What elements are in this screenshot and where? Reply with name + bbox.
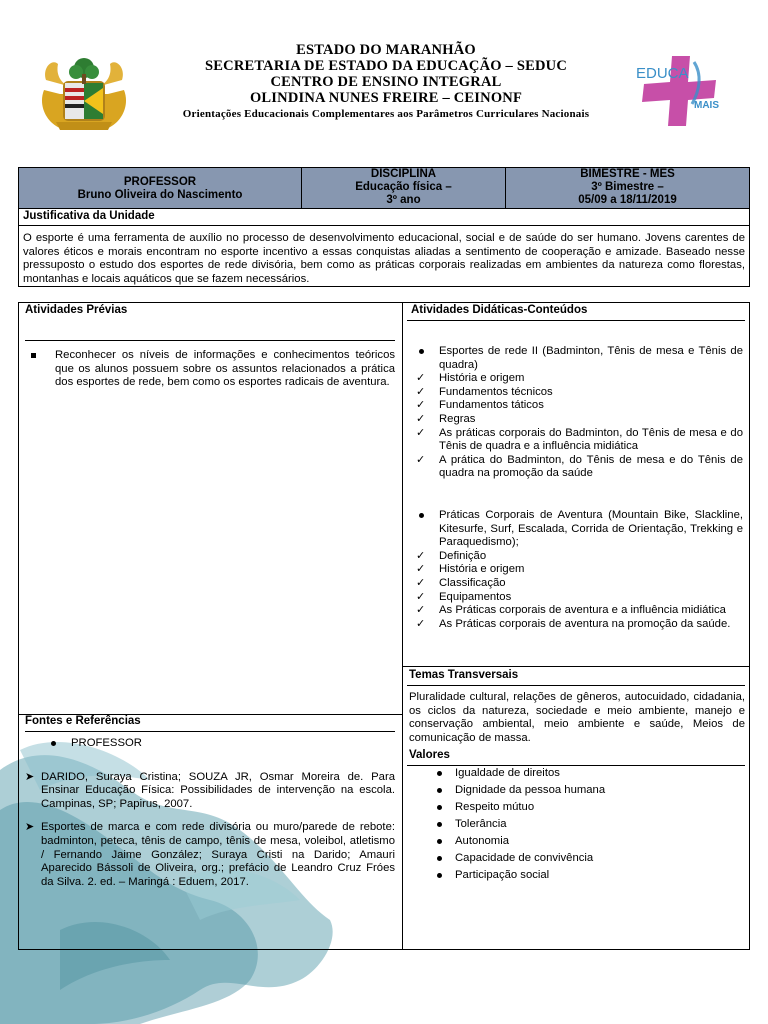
check-icon: ✓ bbox=[416, 590, 426, 603]
header-text-block bbox=[140, 42, 632, 121]
list-item bbox=[411, 618, 743, 632]
list-item-text: As Práticas corporais de aventura na promoção da saúde. bbox=[439, 617, 731, 630]
list-item bbox=[411, 604, 743, 618]
list-item-text: Regras bbox=[439, 412, 476, 425]
list-item-text: Fundamentos táticos bbox=[439, 399, 544, 412]
reference-text: Esportes de marca e com rede divisória ou muro/parede de rebote: badminton, peteca, tênis de campo, tênis de mesa, voleibol, atletismo / Fernando Jaime González; Suraya Cristi na Darido; Amauri Aparecido Bássoli de Oliveira, org.; prefácio de Leandro Cruz Fróes da Silva. 2. ed. – Maringá : Eduem, 2017. bbox=[41, 821, 395, 888]
check-icon: ✓ bbox=[416, 576, 426, 589]
disciplina-value: Educação física – bbox=[355, 181, 452, 193]
list-item bbox=[411, 427, 743, 454]
temas-top-rule bbox=[402, 666, 749, 667]
list-item bbox=[411, 372, 743, 386]
disciplina-cell bbox=[302, 168, 506, 209]
list-item bbox=[411, 577, 743, 591]
fontes-list bbox=[25, 737, 395, 889]
valores-list bbox=[411, 765, 745, 884]
list-item bbox=[411, 591, 743, 605]
check-icon: ✓ bbox=[416, 604, 426, 617]
list-item-text: Classificação bbox=[439, 576, 506, 589]
list-item-text: Equipamentos bbox=[439, 590, 512, 603]
header-line-state: ESTADO DO MARANHÃO bbox=[296, 42, 476, 58]
arrow-bullet-icon: ➤ bbox=[25, 770, 35, 783]
reference-item bbox=[25, 771, 395, 812]
list-item-text: A prática do Badminton, do Tênis de mesa e do Tênis de quadra na promoção da saúde bbox=[439, 453, 743, 480]
list-item bbox=[411, 454, 743, 481]
logo-text-educa: EDUCA bbox=[636, 65, 689, 82]
professor-name: Bruno Oliveira do Nascimento bbox=[77, 189, 243, 201]
check-icon: ✓ bbox=[416, 617, 426, 630]
disciplina-label: DISCIPLINA bbox=[370, 168, 437, 180]
header-line-centro: CENTRO DE ENSINO INTEGRAL bbox=[270, 74, 502, 90]
info-header-band bbox=[19, 168, 749, 209]
list-item: Respeito mútuo bbox=[411, 799, 745, 816]
conteudos-title: Atividades Didáticas-Conteúdos bbox=[411, 304, 588, 316]
state-coat-of-arms-icon bbox=[38, 50, 130, 132]
valores-title: Valores bbox=[409, 749, 450, 761]
check-icon: ✓ bbox=[416, 453, 426, 466]
justificativa-title: Justificativa da Unidade bbox=[19, 209, 749, 226]
list-item-text: Definição bbox=[439, 549, 487, 562]
list-item-text: História e origem bbox=[439, 372, 525, 385]
list-item-text: As práticas corporais do Badminton, do Tênis de mesa e do Tênis de quadra e a influência midiática bbox=[439, 426, 743, 453]
educa-mais-logo bbox=[632, 54, 742, 128]
disciplina-ano: 3º ano bbox=[386, 194, 421, 206]
list-item: Reconhecer os níveis de informações e conhecimentos teóricos que os alunos possuem sobre os assuntos relacionados a prática dos esportes de rede, bem como os esportes radicais de aventura. bbox=[25, 349, 395, 390]
course-info-table bbox=[18, 167, 750, 287]
reference-item bbox=[25, 821, 395, 889]
bimestre-label: BIMESTRE - MES bbox=[580, 168, 675, 180]
header-subtitle: Orientações Educacionais Complementares aos Parâmetros Curriculares Nacionais bbox=[182, 108, 590, 120]
list-item bbox=[411, 563, 743, 577]
check-icon: ✓ bbox=[416, 399, 426, 412]
column-divider bbox=[402, 303, 403, 949]
list-item-text: As Práticas corporais de aventura e a influência midiática bbox=[439, 604, 726, 617]
list-item-text: História e origem bbox=[439, 563, 525, 576]
list-item bbox=[411, 399, 743, 413]
list-item: PROFESSOR bbox=[25, 737, 395, 751]
bimestre-cell bbox=[506, 168, 749, 209]
check-icon: ✓ bbox=[416, 426, 426, 439]
justificativa-text: O esporte é uma ferramenta de auxílio no processo de desenvolvimento educacional, social e de saúde do ser humano. Jovens carentes de valores éticos e morais encontram no esporte incentivo a essas conquistas aliadas a sentimento de cooperação e amizade. Baseado nesse pressuposto o estudo dos esportes de rede divisória, bem como as práticas corporais realizadas em ambientes da natureza como florestas, montanhas e locais aquáticos que se fazem necessários. bbox=[23, 232, 745, 285]
list-item: Práticas Corporais de Aventura (Mountain Bike, Slackline, Kitesurfe, Surf, Escalada, Corrida de Orientação, Trekking e Paraquedismo); bbox=[411, 509, 743, 550]
check-icon: ✓ bbox=[416, 563, 426, 576]
list-item bbox=[411, 550, 743, 564]
check-icon: ✓ bbox=[416, 549, 426, 562]
professor-cell bbox=[19, 168, 302, 209]
professor-label: PROFESSOR bbox=[123, 176, 197, 188]
list-item: Participação social bbox=[411, 867, 745, 884]
bimestre-dates: 05/09 a 18/11/2019 bbox=[578, 194, 677, 206]
list-item-text: Fundamentos técnicos bbox=[439, 385, 553, 398]
fontes-rule bbox=[25, 731, 395, 732]
list-item: Esportes de rede II (Badminton, Tênis de mesa e Tênis de quadra) bbox=[411, 345, 743, 372]
list-item: Tolerância bbox=[411, 816, 745, 833]
check-icon: ✓ bbox=[416, 385, 426, 398]
atividades-previas-rule bbox=[25, 340, 395, 341]
fontes-title: Fontes e Referências bbox=[25, 715, 141, 727]
check-icon: ✓ bbox=[416, 372, 426, 385]
list-item: Dignidade da pessoa humana bbox=[411, 782, 745, 799]
planning-table bbox=[18, 302, 750, 950]
conteudos-rule bbox=[407, 320, 745, 321]
temas-text: Pluralidade cultural, relações de gêneros, autocuidado, cidadania, os ciclos da natureza, sociedade e meio ambiente, manejo e conservação ambiental, meio ambiente e saúde, Meios de comunicação de massa. bbox=[409, 691, 745, 744]
list-item bbox=[411, 386, 743, 400]
list-item: Capacidade de convivência bbox=[411, 850, 745, 867]
check-icon: ✓ bbox=[416, 412, 426, 425]
temas-rule bbox=[407, 685, 745, 686]
logo-text-mais: MAIS bbox=[694, 100, 719, 111]
list-item: Igualdade de direitos bbox=[411, 765, 745, 782]
list-item: Autonomia bbox=[411, 833, 745, 850]
atividades-previas-list bbox=[25, 349, 395, 390]
bimestre-value: 3º Bimestre – bbox=[591, 181, 664, 193]
conteudos-list bbox=[411, 345, 743, 631]
temas-title: Temas Transversais bbox=[409, 669, 519, 681]
arrow-bullet-icon: ➤ bbox=[25, 821, 35, 834]
list-item bbox=[411, 413, 743, 427]
header-line-secretaria: SECRETARIA DE ESTADO DA EDUCAÇÃO – SEDUC bbox=[205, 58, 567, 74]
header-line-school: OLINDINA NUNES FREIRE – CEINONF bbox=[249, 90, 523, 106]
reference-text: DARIDO, Suraya Cristina; SOUZA JR, Osmar Moreira de. Para Ensinar Educação Física: Possibilidades de intervenção na escola. Campinas, SP; Papirus, 2007. bbox=[41, 770, 395, 810]
atividades-previas-title: Atividades Prévias bbox=[25, 304, 128, 316]
